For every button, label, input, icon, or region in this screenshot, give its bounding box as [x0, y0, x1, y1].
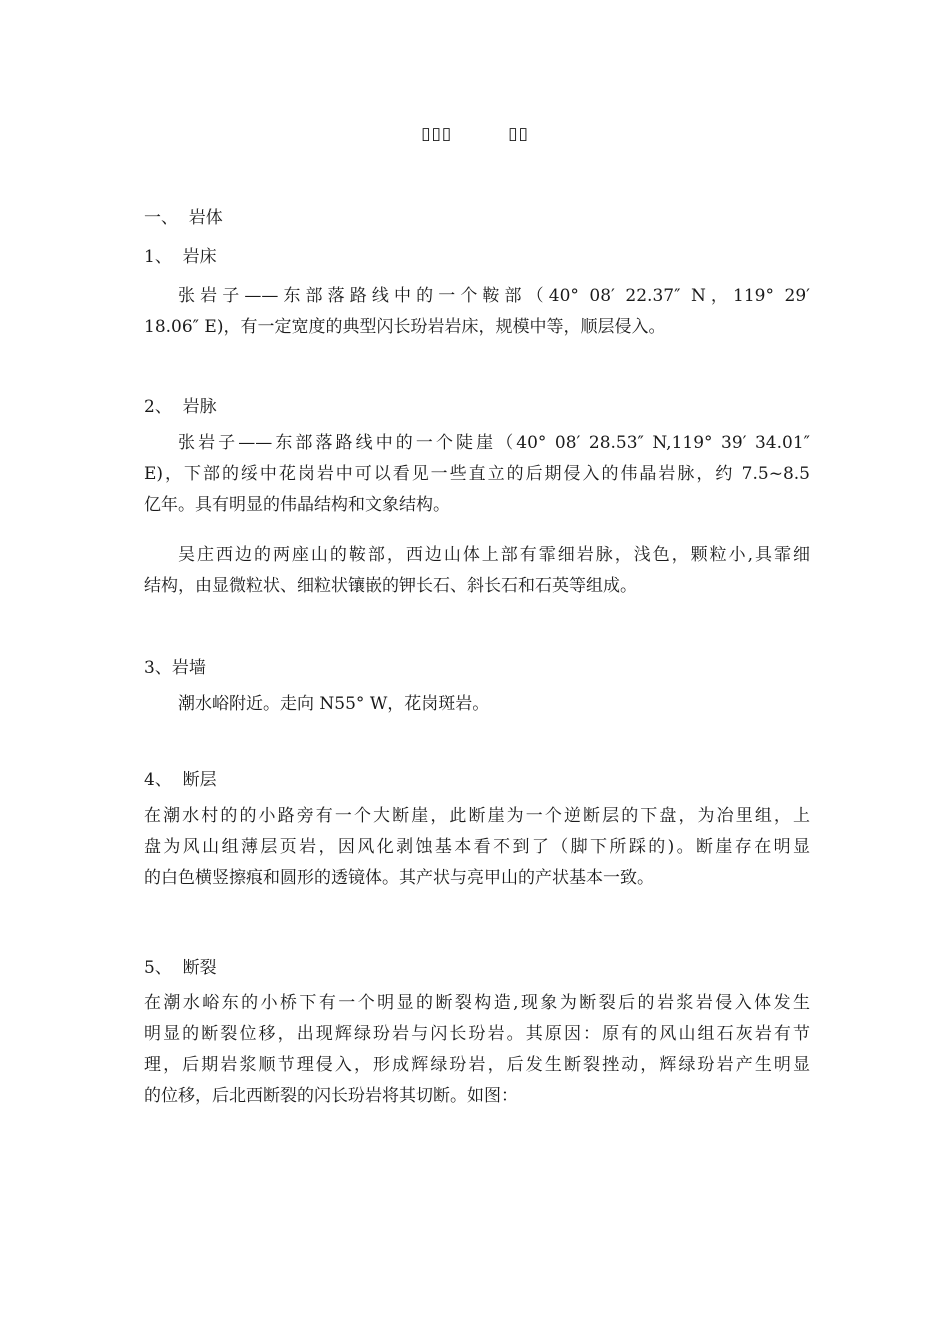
text-line: E)，下部的绥中花岗岩中可以看见一些直立的后期侵入的伟晶岩脉，约 7.5~8.5: [144, 464, 810, 484]
text-line: 的白色横竖擦痕和圆形的透镜体。其产状与亮甲山的产状基本一致。: [144, 868, 654, 888]
paragraph-fracture: [144, 988, 810, 1112]
text-line: 张岩子——东部落路线中的一个鞍部（40° 08′ 22.37″ N，119° 29′: [178, 286, 810, 306]
text-line: 理，后期岩浆顺节理侵入，形成辉绿玢岩，后发生断裂挫动，辉绿玢岩产生明显: [144, 1055, 810, 1075]
title-left: ▯▯▯: [421, 124, 453, 144]
text-line: 盘为风山组薄层页岩，因风化剥蚀基本看不到了（脚下所踩的)。断崖存在明显: [144, 837, 810, 857]
text-line: 明显的断裂位移，出现辉绿玢岩与闪长玢岩。其原因：原有的风山组石灰岩有节: [144, 1024, 810, 1044]
text-line: 在潮水峪东的小桥下有一个明显的断裂构造,现象为断裂后的岩浆岩侵入体发生: [144, 993, 810, 1013]
section-heading-fault: 4、 断层: [144, 770, 217, 790]
text-line: 潮水峪附近。走向 N55° W，花岗斑岩。: [178, 694, 490, 714]
text-line: 吴庄西边的两座山的鞍部，西边山体上部有霏细岩脉，浅色，颗粒小,具霏细: [178, 545, 810, 565]
text-line: 的位移，后北西断裂的闪长玢岩将其切断。如图：: [144, 1086, 518, 1106]
text-line: 结构，由显微粒状、细粒状镶嵌的钾长石、斜长石和石英等组成。: [144, 576, 637, 596]
paragraph-dike-2: [144, 540, 810, 602]
paragraph-dike-1: [144, 428, 810, 521]
section-heading-wall: 3、岩墙: [144, 658, 206, 678]
section-heading-sill: 1、 岩床: [144, 247, 217, 267]
section-heading-dike: 2、 岩脉: [144, 397, 217, 417]
page-title: [0, 124, 950, 144]
text-line: 张岩子——东部落路线中的一个陡崖（40° 08′ 28.53″ N,119° 39′ 34.01″: [178, 433, 810, 453]
text-line: 亿年。具有明显的伟晶结构和文象结构。: [144, 495, 450, 515]
text-line: 18.06″ E)，有一定宽度的典型闪长玢岩岩床，规模中等，顺层侵入。: [144, 317, 666, 337]
title-right: ▯▯: [508, 124, 529, 144]
paragraph-wall: [144, 689, 810, 720]
section-heading-rock-mass: 一、 岩体: [144, 208, 223, 228]
section-heading-fracture: 5、 断裂: [144, 958, 217, 978]
paragraph-fault: [144, 801, 810, 894]
text-line: 在潮水村的的小路旁有一个大断崖，此断崖为一个逆断层的下盘，为冶里组，上: [144, 806, 810, 826]
paragraph-sill: [144, 281, 810, 343]
